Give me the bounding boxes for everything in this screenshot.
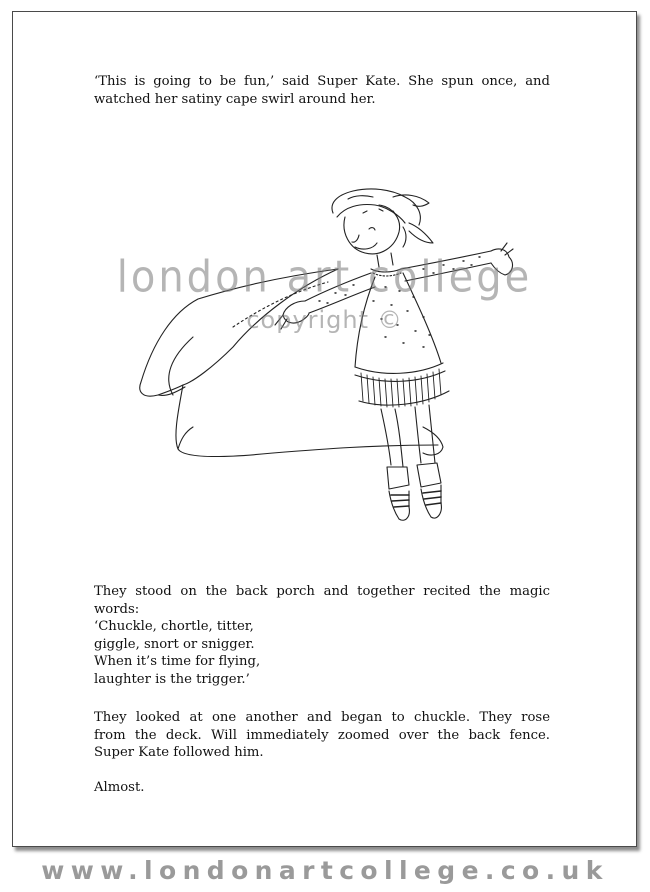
verse-line: ‘Chuckle, chortle, titter, — [94, 619, 254, 634]
text-line: Super Kate followed him. — [94, 745, 264, 760]
watermark-copyright: copyright © — [246, 306, 403, 334]
text-line: words: — [94, 601, 140, 617]
text-line: They looked at one another and began to chuckle. They rose — [94, 710, 550, 725]
paragraph-magic-words — [94, 583, 550, 688]
paragraph-almost: Almost. — [94, 780, 145, 795]
verse-line: giggle, snort or snigger. — [94, 636, 255, 652]
paragraph-takeoff — [94, 709, 550, 762]
footer-url: www.londonartcollege.co.uk — [41, 856, 609, 885]
text-line: from the deck. Will immediately zoomed over the back fence. — [94, 727, 550, 743]
book-page — [12, 11, 637, 847]
watermark-text: london art college — [116, 251, 533, 303]
text-line: ‘This is going to be fun,’ said Super Kate. She spun once, and — [94, 74, 550, 89]
paragraph-intro — [94, 73, 550, 108]
text-line: They stood on the back porch and together recited the magic — [94, 584, 550, 599]
verse-line: When it’s time for flying, — [94, 654, 261, 669]
text-line: watched her satiny cape swirl around her. — [94, 91, 376, 107]
verse-line: laughter is the trigger.’ — [94, 671, 250, 687]
super-kate-illustration — [123, 177, 518, 532]
